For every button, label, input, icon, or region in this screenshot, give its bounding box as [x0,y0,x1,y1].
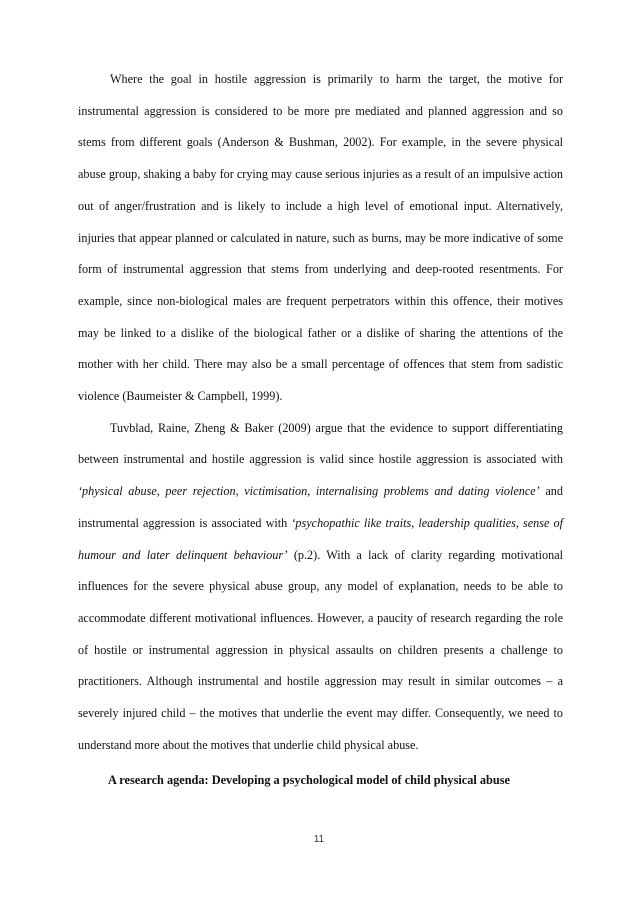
paragraph-tuvblad-argument [78,413,563,762]
page-number: 11 [313,834,325,845]
paragraph-text-segment: Tuvblad, Raine, Zheng & Baker (2009) argue that the evidence to support differentiating between instrumental and hostile aggression is valid since hostile aggression is associated with [78,420,563,467]
italic-quote-instrumental: ‘psychopathic like traits, leadership qualities, sense of humour and later delinquent behaviour’ [78,515,563,562]
section-heading: A research agenda: Developing a psychological model of child physical abuse [108,773,510,788]
paragraph-text-segment: (p.2). With a lack of clarity regarding motivational influences for the severe physical abuse group, any model of explanation, needs to be able to accommodate different motivational influences. However, a paucity of research regarding the role of hostile or instrumental aggression in physical assaults on children presents a challenge to practitioners. Although instrumental and hostile aggression may result in similar outcomes – a severely injured child – the motives that underlie the event may differ. Consequently, we need to understand more about the motives that underlie child physical abuse. [78,547,563,752]
italic-quote-hostile: ‘physical abuse, peer rejection, victimisation, internalising problems and dating violence’ [78,484,540,499]
paragraph-aggression-motives: Where the goal in hostile aggression is primarily to harm the target, the motive for instrumental aggression is considered to be more pre mediated and planned aggression and so stems from different goals (Anderson & Bushman, 2002). For example, in the severe physical abuse group, shaking a baby for crying may cause serious injuries as a result of an impulsive action out of anger/frustration and is likely to include a high level of emotional input. Alternatively, injuries that appear planned or calculated in nature, such as burns, may be more indicative of some form of instrumental aggression that stems from underlying and deep-rooted resentments. For example, since non-biological males are frequent perpetrators within this offence, their motives may be linked to a dislike of the biological father or a dislike of sharing the attentions of the mother with her child. There may also be a small percentage of offences that stem from sadistic violence (Baumeister & Campbell, 1999). [78,72,563,404]
body-text [78,64,563,797]
paragraph-text-segment: and instrumental aggression is associated with [78,484,563,530]
